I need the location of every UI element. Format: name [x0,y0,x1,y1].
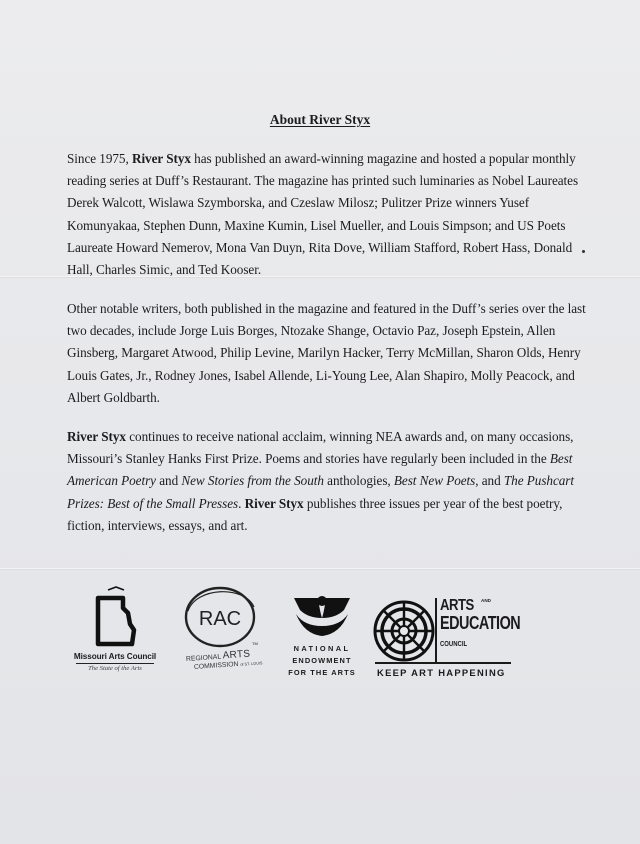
aec-divider [435,598,437,662]
aec-rule [375,662,511,664]
paper-fold-line [0,568,640,569]
stray-mark [582,250,585,253]
missouri-arts-council-logo [70,586,160,676]
rac-mark: RAC [198,608,242,630]
rac-line1: REGIONAL ARTS [185,648,251,663]
nea-line1: NATIONAL [293,644,351,653]
aec-education: EDUCATION [440,613,521,633]
aec-and: AND [481,598,491,603]
aec-council: COUNCIL [440,641,468,648]
national-endowment-for-the-arts-logo [280,592,364,682]
aec-slogan: KEEP ART HAPPENING [377,667,506,678]
missouri-state-icon [70,586,160,650]
nea-figure-icon [280,592,364,640]
aec-emblem-icon [373,600,435,662]
nea-line3: FOR THE ARTS [288,668,356,677]
rac-circle-icon [178,583,268,651]
logo-tagline: The State of the Arts [88,665,142,672]
logo-name: Missouri Arts Council [73,652,157,661]
logo-divider [76,663,154,664]
arts-and-education-council-logo [373,597,521,682]
rac-line2: COMMISSION of ST. LOUIS [193,660,263,671]
paragraph-writers: Other notable writers, both published in the magazine and featured in the Duff’s series over the last two decades, include Jorge Luis Borges, Ntozake Shange, Octavio Paz, Joseph Epstein, Allen Ginsberg, Margaret Atwood, Philip Levine, Marilyn Hacker, Terry McMillan, Sharon Olds, Henry Louis Gates, Jr., Rodney Jones, Isabel Allende, Li-Young Lee, Alan Shapiro, Molly Peacock, and Albert Goldbarth. [67,301,586,405]
paragraph-history: Since 1975, River Styx has published an award-winning magazine and hosted a popular monthly reading series at Duff’s Restaurant. The magazine has printed such luminaries as Nobel Laureates Derek Walcott, Wislawa Szymborska, and Czeslaw Milosz; Pulitzer Prize winners Yusef Komunyakaa, Stephen Dunn, Maxine Kumin, Lisel Mueller, and Louis Simpson; and US Poets Laureate Howard Nemerov, Mona Van Duyn, Rita Dove, William Stafford, Robert Hass, Donald Hall, Charles Simic, and Ted Kooser. [67,151,579,278]
regional-arts-commission-logo [178,583,268,675]
paragraph-acclaim: River Styx continues to receive national acclaim, winning NEA awards and, on many occasions, Missouri’s Stanley Hanks First Prize. Poems and stories have regularly been included in the Best American Poetry and New Stories from the South anthologies, Best New Poets, and The Pushcart Prizes: Best of the Small Presses. River Styx publishes three issues per year of the best poetry, fiction, interviews, essays, and art. [67,429,574,533]
nea-line2: ENDOWMENT [292,656,352,665]
aec-arts: ARTS [440,597,474,614]
trademark: TM [252,641,258,646]
document-title: About River Styx [269,112,371,127]
